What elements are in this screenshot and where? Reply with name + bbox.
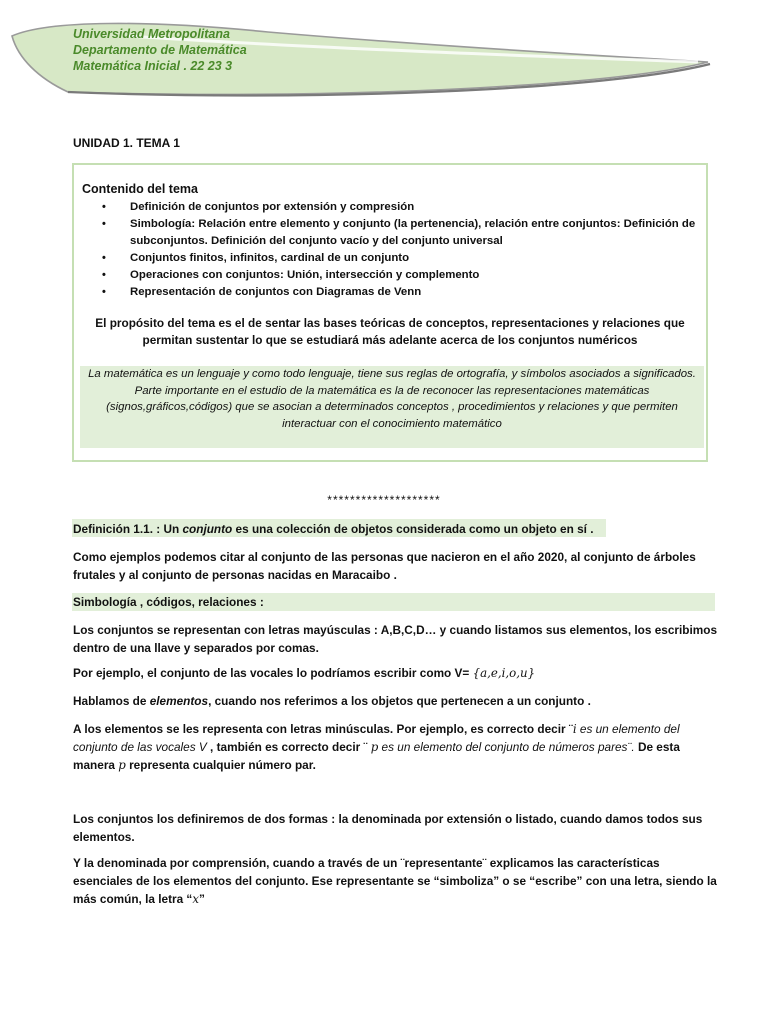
comprehension-paragraph: Y la denominada por comprensión, cuando a través de un ¨representante¨ explicamos las características esenciales de los elementos del conjunto. Ese representante se “simboliza” o se “escribe” con una letra, siendo la más común, la letra “x”: [73, 856, 717, 906]
extension-term: extensión o listado: [446, 812, 554, 826]
bullet-icon: •: [102, 252, 106, 264]
definition-1-1: Definición 1.1. : Un conjunto es una colección de objetos considerada como un objeto en sí .: [73, 522, 594, 536]
topic-list: [84, 199, 704, 301]
topic-item: • Definición de conjuntos por extensión y compresión: [84, 199, 704, 216]
course-code: Matemática Inicial . 22 23 3: [73, 59, 233, 73]
elements-paragraph: Hablamos de elementos, cuando nos referimos a los objetos que pertenecen a un conjunto .: [73, 694, 591, 708]
topic-item: • Simbología: Relación entre elemento y conjunto (la pertenencia), relación entre conjuntos: Definición de subconjuntos. Definición del conjunto vacío y del conjunto universal: [102, 218, 696, 247]
notation-paragraph: Los conjuntos se representan con letras mayúsculas : A,B,C,D… y cuando listamos sus elementos, los escribimos dentro de una llave y separados por comas.: [73, 623, 718, 655]
purpose-statement: El propósito del tema es el de sentar las bases teóricas de conceptos, representaciones y relaciones que permitan sustentar lo que se estudiará más adelante acerca de los conjuntos numéricos: [95, 316, 685, 347]
header-text: [73, 26, 247, 74]
topic-item: • Representación de conjuntos con Diagramas de Venn: [84, 284, 704, 301]
vowels-set: {a,e,i,o,u}: [472, 666, 536, 680]
bullet-icon: •: [102, 286, 106, 298]
contents-heading: Contenido del tema: [82, 182, 198, 196]
bullet-icon: •: [102, 269, 106, 281]
bullet-icon: •: [102, 201, 106, 213]
quote-line-1: La matemática es un lenguaje y como todo lenguaje, tiene sus reglas de ortografía, y símbolos asociados a significados.: [88, 368, 696, 380]
unit-title: UNIDAD 1. TEMA 1: [73, 136, 180, 150]
symbology-heading: Simbología , códigos, relaciones :: [73, 595, 264, 609]
department-name: Departamento de Matemática: [73, 43, 247, 57]
separator: ********************: [327, 493, 441, 507]
contents-box: [72, 163, 708, 462]
forms-paragraph: Los conjuntos los definiremos de dos formas : la denominada por extensión o listado, cuando damos todos sus elementos.: [73, 812, 703, 844]
lowercase-paragraph: A los elementos se les representa con letras minúsculas. Por ejemplo, es correcto decir ¨i es un elemento del conjunto de las vocales V , también es correcto decir ¨ p es un elemento del conjunto de números pares¨. De esta manera p representa cualquier número par.: [73, 722, 680, 772]
vowels-example: Por ejemplo, el conjunto de las vocales lo podríamos escribir como V= {a,e,i,o,u}: [73, 666, 536, 680]
topic-item: • Conjuntos finitos, infinitos, cardinal de un conjunto: [84, 250, 704, 267]
quote-line-2: Parte importante en el estudio de la matemática es la de reconocer las representaciones matemáticas (signos,gráficos,códigos) que se asocian a determinados conceptos , procedimientos y relaciones y que permiten interactuar con el conocimiento matemático: [106, 384, 678, 430]
university-name: Universidad Metropolitana: [73, 27, 230, 41]
bullet-icon: •: [102, 218, 106, 230]
quote-box: [80, 366, 704, 448]
examples-paragraph: Como ejemplos podemos citar al conjunto de las personas que nacieron en el año 2020, al conjunto de árboles frutales y al conjunto de personas nacidas en Maracaibo .: [73, 550, 696, 582]
comprehension-term: comprensión: [192, 856, 267, 870]
elements-term: elementos: [149, 694, 209, 708]
definition-term: conjunto: [182, 522, 233, 536]
topic-item: • Operaciones con conjuntos: Unión, intersección y complemento: [84, 267, 704, 284]
